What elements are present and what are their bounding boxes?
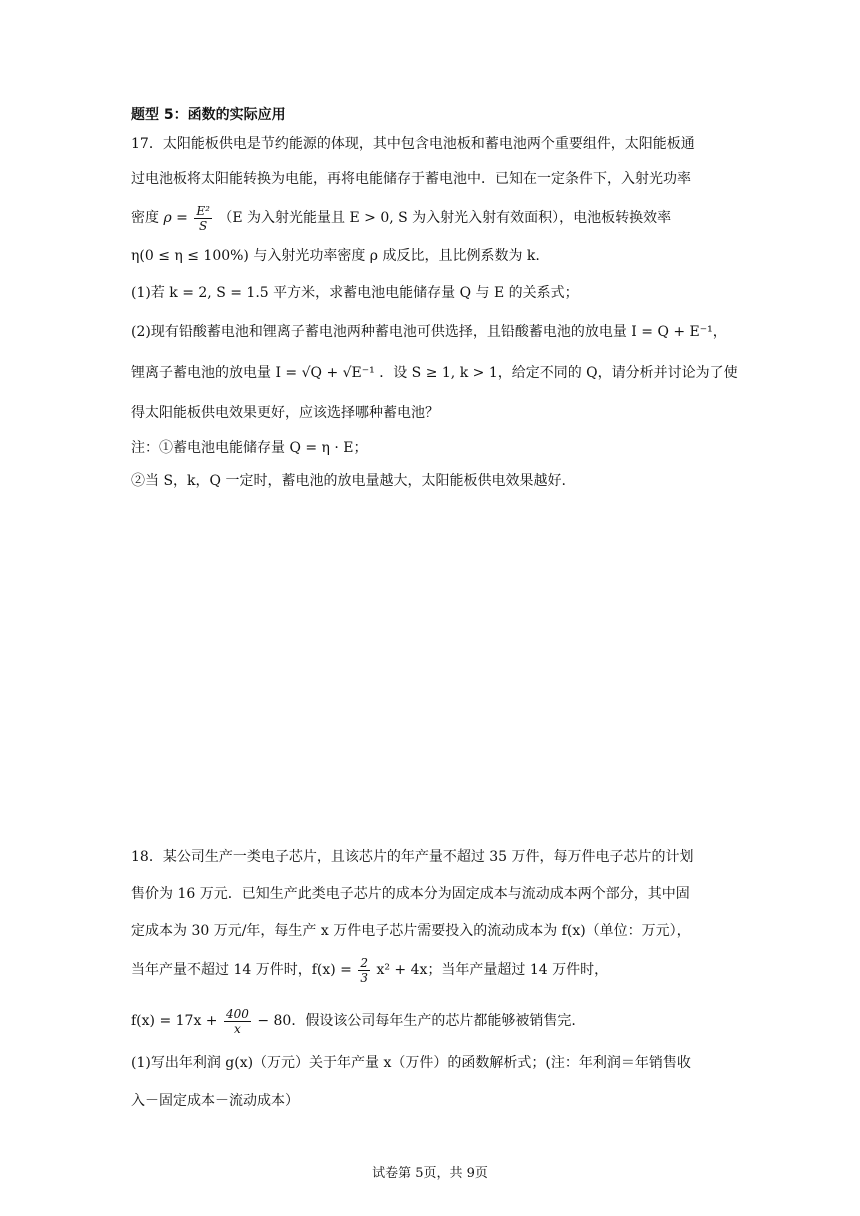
section-heading: 题型 5：函数的实际应用 (131, 107, 286, 123)
q18-cost-formula-2: f(x) = 17x + (131, 1013, 218, 1029)
q17-density-label: 密度 (131, 210, 159, 226)
q17-text-line-1: 17．太阳能板供电是节约能源的体现，其中包含电池板和蓄电池两个重要组件，太阳能板通 (131, 136, 695, 152)
q17-part-1: (1)若 k = 2, S = 1.5 平方米，求蓄电池电能储存量 Q 与 E 的关系式； (131, 285, 579, 301)
q17-text-line-2: 过电池板将太阳能转换为电能，再将电能储存于蓄电池中．已知在一定条件下，入射光功率 (131, 171, 691, 187)
q17-text-line-3 (131, 203, 751, 233)
q18-text-line-4 (131, 954, 751, 986)
fraction-denominator: 3 (360, 970, 368, 985)
q18-part-1-line-2: 入－固定成本－流动成本） (131, 1093, 299, 1109)
fraction-numerator: 2 (360, 955, 368, 970)
q17-note-1: 注：①蓄电池电能储存量 Q = η · E； (131, 440, 368, 456)
q17-rho-symbol: ρ = (163, 210, 188, 226)
fraction-numerator: E² (196, 203, 210, 218)
q17-density-explanation: （E 为入射光能量且 E > 0, S 为入射光入射有效面积），电池板转换效率 (218, 210, 672, 226)
q17-note-2: ②当 S，k，Q 一定时，蓄电池的放电量越大，太阳能板供电效果越好. (131, 473, 566, 489)
q18-part-1-line-1: (1)写出年利润 g(x)（万元）关于年产量 x（万件）的函数解析式；(注：年利润＝年销售收 (131, 1055, 691, 1071)
q17-density-fraction (194, 204, 212, 233)
q18-cost-formula-2-tail: − 80．假设该公司每年生产的芯片都能够被销售完. (257, 1013, 576, 1029)
q18-text-line-2: 售价为 16 万元．已知生产此类电子芯片的成本分为固定成本与流动成本两个部分，其中固 (131, 886, 690, 902)
q17-text-line-4: η(0 ≤ η ≤ 100%) 与入射光功率密度 ρ 成反比，且比例系数为 k. (131, 248, 540, 264)
fraction-denominator: S (199, 218, 208, 233)
q18-text-line-1: 18．某公司生产一类电子芯片，且该芯片的年产量不超过 35 万件，每万件电子芯片的计划 (131, 849, 694, 865)
q18-cost-condition-1-tail: x² + 4x；当年产量超过 14 万件时， (376, 962, 609, 978)
q18-cost-condition-1: 当年产量不超过 14 万件时，f(x) = (131, 962, 352, 978)
q18-text-line-5 (131, 1005, 751, 1037)
q18-text-line-3: 定成本为 30 万元/年，每生产 x 万件电子芯片需要投入的流动成本为 f(x)（单位：万元）， (131, 923, 691, 939)
q18-fraction-400-over-x (224, 1007, 251, 1036)
fraction-denominator: x (234, 1021, 241, 1036)
q18-fraction-two-thirds (358, 956, 370, 985)
page-footer: 试卷第 5页，共 9页 (372, 1166, 488, 1181)
q17-part-2-line-2: 锂离子蓄电池的放电量 I = √Q + √E⁻¹ ．设 S ≥ 1, k > 1，给定不同的 Q，请分析并讨论为了使 (131, 365, 738, 381)
q17-part-2-line-1: (2)现有铅酸蓄电池和锂离子蓄电池两种蓄电池可供选择，且铅酸蓄电池的放电量 I = Q + E⁻¹， (131, 324, 727, 340)
q17-part-2-line-3: 得太阳能板供电效果更好，应该选择哪种蓄电池？ (131, 405, 439, 421)
fraction-numerator: 400 (225, 1006, 249, 1021)
